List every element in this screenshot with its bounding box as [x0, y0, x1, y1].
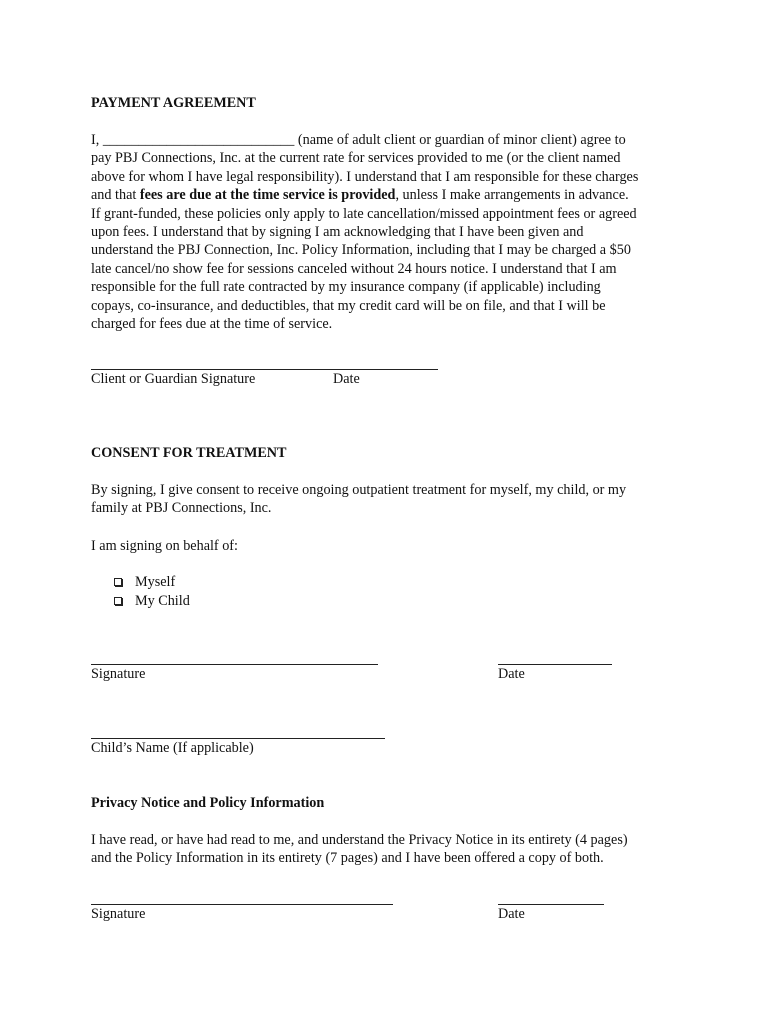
consent-heading: CONSENT FOR TREATMENT	[91, 445, 287, 461]
behalf-label: I am signing on behalf of:	[91, 538, 238, 554]
payment-line	[91, 186, 638, 204]
client-signature-label: Client or Guardian Signature	[91, 371, 256, 387]
payment-line: understand the PBJ Connection, Inc. Policy Information, including that I may be charged a $50	[91, 242, 631, 259]
payment-line: above for whom I have legal responsibility). I understand that I am responsible for these charges	[91, 168, 639, 185]
consent-signature-label: Signature	[91, 666, 146, 682]
payment-line: late cancel/no show fee for sessions canceled without 24 hours notice. I understand that I am	[91, 260, 617, 277]
consent-body	[91, 481, 626, 518]
privacy-heading: Privacy Notice and Policy Information	[91, 795, 325, 811]
my-child-checkbox[interactable]	[114, 597, 122, 605]
myself-option-label: Myself	[135, 574, 176, 590]
consent-line: By signing, I give consent to receive ongoing outpatient treatment for myself, my child, or my	[91, 482, 627, 498]
my-child-option-label: My Child	[135, 593, 190, 609]
fees-due-emphasis: fees are due at the time service is provided	[139, 187, 396, 204]
privacy-line: and the Policy Information in its entirety (7 pages) and I have been offered a copy of both.	[91, 850, 604, 867]
payment-line-text: and that	[91, 187, 140, 204]
privacy-body	[91, 831, 628, 868]
payment-line: upon fees. I understand that by signing I am acknowledging that I have been given and	[91, 224, 584, 241]
myself-checkbox[interactable]	[114, 578, 122, 586]
payment-line: If grant-funded, these policies only apply to late cancellation/missed appointment fees or agreed	[91, 205, 637, 222]
consent-date-label: Date	[498, 666, 525, 682]
payment-line-text: , unless I make arrangements in advance.	[395, 187, 629, 204]
privacy-line: I have read, or have had read to me, and understand the Privacy Notice in its entirety (4 pages)	[91, 832, 628, 848]
client-date-label: Date	[333, 371, 360, 387]
payment-line: I, ___________________________ (name of adult client or guardian of minor client) agree to	[91, 132, 626, 148]
privacy-date-label: Date	[498, 906, 525, 922]
consent-line: family at PBJ Connections, Inc.	[91, 500, 272, 517]
payment-line: charged for fees due at the time of service.	[91, 316, 333, 333]
child-name-label: Child’s Name (If applicable)	[91, 740, 254, 756]
privacy-signature-label: Signature	[91, 906, 146, 922]
payment-agreement-heading: PAYMENT AGREEMENT	[91, 95, 256, 111]
payment-line: responsible for the full rate contracted by my insurance company (if applicable) including	[91, 279, 601, 296]
payment-line: pay PBJ Connections, Inc. at the current rate for services provided to me (or the client named	[91, 150, 621, 167]
payment-agreement-body	[91, 131, 638, 333]
payment-line: copays, co-insurance, and deductibles, that my credit card will be on file, and that I will be	[91, 297, 606, 314]
